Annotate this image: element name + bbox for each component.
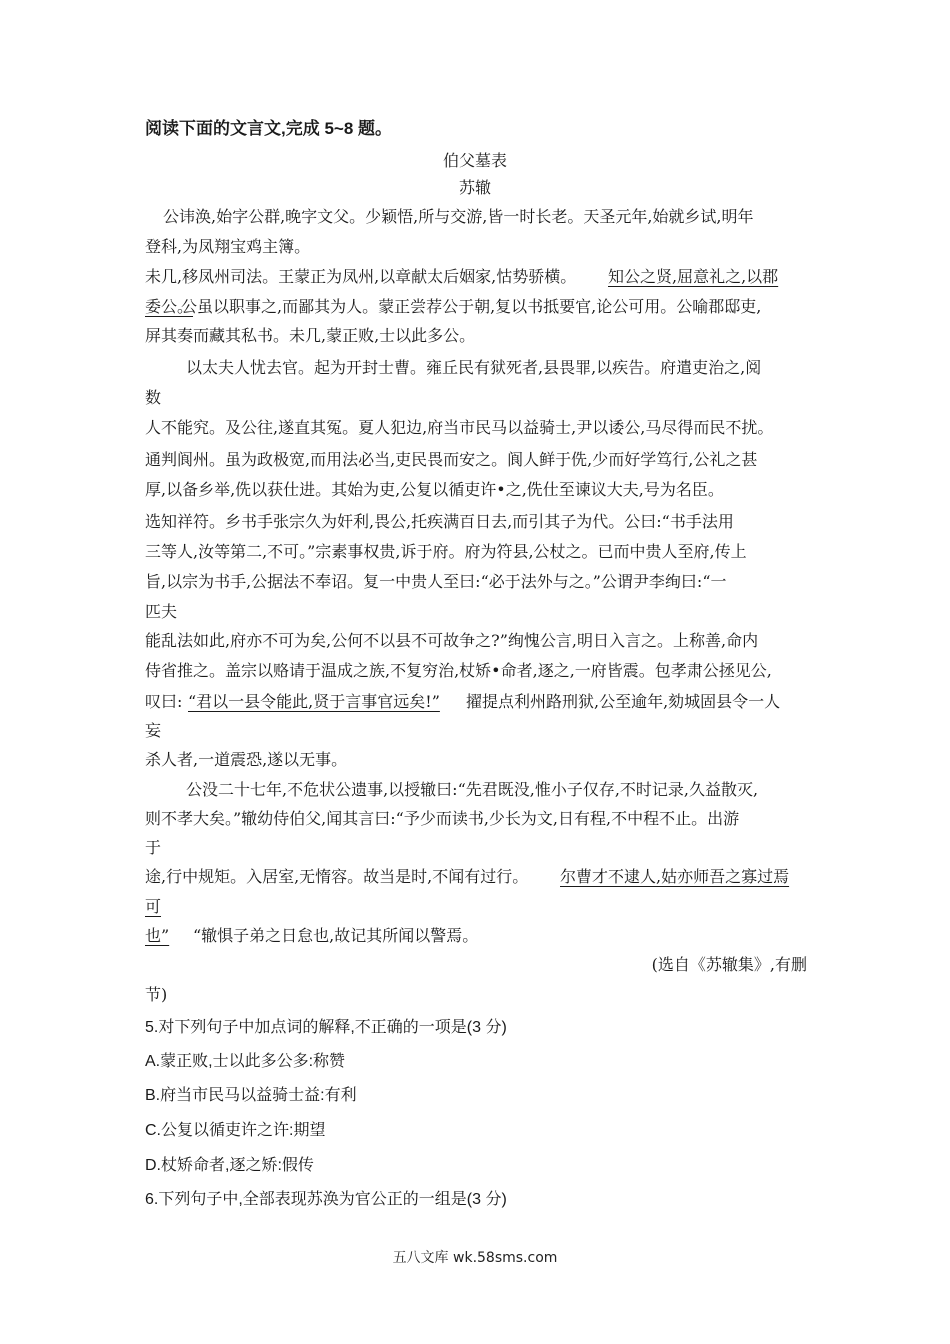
- text-line: 则不孝大矣。”辙幼侍伯父,闻其言曰:“予少而读书,少长为文,日有程,不中程不止。出游: [145, 809, 740, 828]
- question-5: 5.对下列句子中加点词的解释,不正确的一项是(3 分): [145, 1019, 507, 1036]
- text-line: 于: [145, 838, 162, 857]
- underlined-sentence: 尔曹才不逮人,姑亦师吾之寡过焉: [560, 867, 790, 886]
- text-line: 途,行中规矩。入居室,无惰容。故当是时,不闻有过行。: [145, 867, 529, 886]
- text-line: 妄: [145, 721, 162, 740]
- essay-author: 苏辙: [458, 178, 491, 197]
- text-line: 选知祥符。乡书手张宗久为奸利,畏公,托疾满百日去,而引其子为代。公曰:“书手法用: [145, 512, 734, 531]
- text-line: 厚,以备乡举,侁以获仕进。其始为吏,公复以循吏许•之,侁仕至谏议大夫,号为名臣。: [145, 480, 724, 499]
- footer-watermark: 五八文库 wk.58sms.com: [392, 1250, 558, 1266]
- text-line: 擢提点利州路刑狱,公至逾年,劾城固县令一人: [466, 692, 781, 711]
- question-6: 6.下列句子中,全部表现苏涣为官公正的一组是(3 分): [145, 1191, 507, 1208]
- option-b: B.府当市民马以益骑士益:有利: [145, 1087, 357, 1104]
- text-line: 能乱法如此,府亦不可为矣,公何不以县不可故争之?”绚愧公言,明日入言之。上称善,命内: [145, 631, 759, 650]
- option-c: C.公复以循吏许之许:期望: [145, 1122, 326, 1139]
- text-line: 旨,以宗为书手,公据法不奉诏。复一中贵人至曰:“必于法外与之。”公谓尹李绚曰:“一: [145, 572, 727, 591]
- text-line: 数: [145, 388, 162, 407]
- text-line: 通判阆州。虽为政极宽,而用法必当,吏民畏而安之。阆人鲜于侁,少而好学笃行,公礼之甚: [145, 450, 758, 469]
- text-line: 杀人者,一道震恐,遂以无事。: [145, 750, 348, 769]
- text-line: 公讳涣,始字公群,晚字文父。少颖悟,所与交游,皆一时长老。天圣元年,始就乡试,明年: [163, 207, 754, 226]
- text-line: 三等人,汝等第二,不可。”宗素事权贵,诉于府。府为符县,公杖之。已而中贵人至府,传上: [145, 542, 747, 561]
- text-line: 人不能究。及公往,遂直其冤。夏人犯边,府当市民马以益骑士,尹以诿公,马尽得而民不扰。: [145, 418, 774, 437]
- text-line: 匹夫: [145, 602, 178, 621]
- source-note: (选自《苏辙集》,有删: [651, 955, 807, 974]
- underlined-sentence: 也”: [145, 926, 170, 945]
- text-line: 侍省推之。盖宗以赂请于温成之族,不复穷治,杖矫•命者,逐之,一府皆震。包孝肃公拯见公,: [145, 661, 772, 680]
- underlined-sentence: 知公之贤,屈意礼之,以郡: [608, 267, 779, 286]
- text-line: 公虽以职事之,而鄙其为人。蒙正尝荐公于朝,复以书抵要官,论公可用。公喻郡邸吏,: [181, 297, 762, 316]
- text-line: 登科,为凤翔宝鸡主簿。: [145, 237, 311, 256]
- text-line: “辙惧子弟之日怠也,故记其所闻以警焉。: [193, 926, 479, 945]
- source-note: 节): [145, 985, 168, 1004]
- essay-title: 伯父墓表: [442, 151, 507, 170]
- underlined-sentence: “君以一县令能此,贤于言事官远矣!”: [188, 692, 440, 711]
- option-a: A.蒙正败,士以此多公多:称赞: [145, 1053, 346, 1070]
- text-line: 公没二十七年,不危状公遗事,以授辙曰:“先君既没,惟小子仅存,不时记录,久益散灭,: [186, 780, 759, 799]
- text-line: 未几,移凤州司法。王蒙正为凤州,以章献太后姻家,怙势骄横。: [145, 267, 577, 286]
- underlined-sentence: 委公。: [145, 297, 194, 316]
- instruction-heading: 阅读下面的文言文,完成 5~8 题。: [145, 119, 393, 138]
- option-d: D.杖矫命者,逐之矫:假传: [145, 1157, 314, 1174]
- text-line: 叹曰:: [145, 692, 183, 711]
- underlined-sentence: 可: [145, 897, 162, 916]
- text-line: 屏其奏而藏其私书。未几,蒙正败,士以此多公。: [145, 326, 476, 345]
- text-line: 以太夫人忧去官。起为开封士曹。雍丘民有狱死者,县畏罪,以疾告。府遣吏治之,阅: [186, 358, 762, 377]
